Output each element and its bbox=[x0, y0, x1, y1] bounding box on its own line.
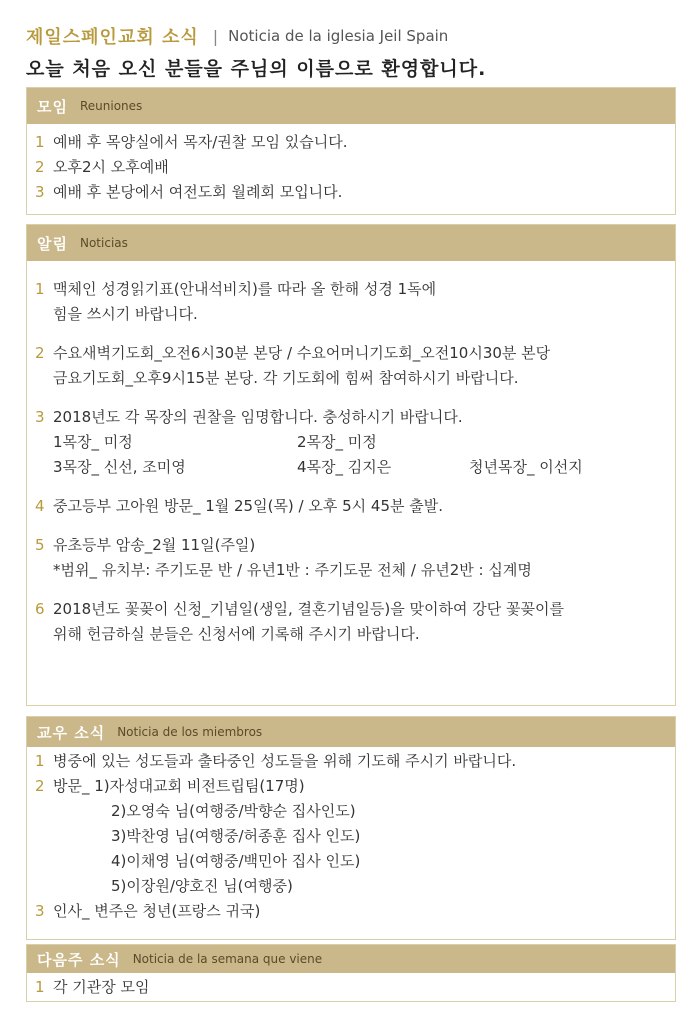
item-number: 3 bbox=[35, 183, 45, 201]
section-header bbox=[27, 945, 675, 973]
item-text: 병중에 있는 성도들과 출타중인 성도들을 위해 기도해 주시기 바랍니다. bbox=[53, 752, 517, 770]
group-entry: 청년목장_ 이선지 bbox=[469, 458, 583, 476]
item-text: 예배 후 목양실에서 목자/권찰 모임 있습니다. bbox=[53, 133, 348, 151]
section-title: 교우 소식 bbox=[37, 723, 106, 742]
church-title-spanish: Noticia de la iglesia Jeil Spain bbox=[228, 27, 449, 45]
item-number: 2 bbox=[35, 777, 45, 795]
section-reuniones bbox=[26, 87, 676, 215]
section-body bbox=[27, 973, 675, 1006]
item-text: 3)박찬영 님(여행중/허종훈 집사 인도) bbox=[111, 827, 361, 845]
section-semana bbox=[26, 944, 676, 1002]
item-text: 각 기관장 모임 bbox=[53, 978, 150, 996]
item-text: 힘을 쓰시기 바랍니다. bbox=[53, 305, 198, 323]
section-subtitle: Noticias bbox=[79, 236, 128, 250]
notice-item bbox=[35, 597, 665, 647]
list-item bbox=[35, 155, 665, 180]
section-title: 알림 bbox=[37, 234, 68, 253]
group-row bbox=[35, 430, 665, 455]
item-text: 수요새벽기도회_오전6시30분 본당 / 수요어머니기도회_오전10시30분 본당 bbox=[53, 344, 551, 362]
section-body bbox=[27, 261, 675, 653]
item-number: 3 bbox=[35, 408, 45, 426]
notice-item bbox=[35, 277, 665, 327]
item-text: 중고등부 고아원 방문_ 1월 25일(목) / 오후 5시 45분 출발. bbox=[53, 497, 444, 515]
item-text: 2018년도 꽃꽂이 신청_기념일(생일, 결혼기념일등)을 맞이하여 강단 꽃꽂이를 bbox=[53, 600, 564, 618]
page-header bbox=[26, 22, 676, 81]
welcome-message: 오늘 처음 오신 분들을 주님의 이름으로 환영합니다. bbox=[26, 58, 487, 80]
section-body bbox=[27, 747, 675, 930]
section-header bbox=[27, 88, 675, 124]
group-entry: 4목장_ 김지은 bbox=[297, 458, 392, 476]
church-title: 제일스페인교회 소식 bbox=[26, 27, 199, 48]
item-number: 1 bbox=[35, 752, 45, 770]
item-text: *범위_ 유치부: 주기도문 반 / 유년1반 : 주기도문 전체 / 유년2반 : 십계명 bbox=[53, 561, 532, 579]
notice-item bbox=[35, 405, 665, 480]
item-number: 1 bbox=[35, 978, 45, 996]
item-text: 예배 후 본당에서 여전도회 월례회 모입니다. bbox=[53, 183, 343, 201]
item-text: 금요기도회_오후9시15분 본당. 각 기도회에 힘써 참여하시기 바랍니다. bbox=[53, 369, 519, 387]
item-number: 4 bbox=[35, 497, 45, 515]
section-header bbox=[27, 225, 675, 261]
section-noticias bbox=[26, 224, 676, 706]
member-item bbox=[35, 899, 665, 924]
item-number: 1 bbox=[35, 280, 45, 298]
section-title: 다음주 소식 bbox=[37, 950, 121, 969]
section-title: 모임 bbox=[37, 97, 68, 116]
section-miembros bbox=[26, 716, 676, 940]
item-text: 5)이장원/양호진 님(여행중) bbox=[111, 877, 293, 895]
item-number: 1 bbox=[35, 133, 45, 151]
item-number: 2 bbox=[35, 344, 45, 362]
group-entry: 3목장_ 신선, 조미영 bbox=[53, 458, 186, 476]
item-text: 인사_ 변주은 청년(프랑스 귀국) bbox=[53, 902, 261, 920]
item-text: 유초등부 암송_2월 11일(주일) bbox=[53, 536, 256, 554]
title-separator: | bbox=[212, 26, 219, 46]
group-row bbox=[35, 455, 665, 480]
item-number: 3 bbox=[35, 902, 45, 920]
section-header bbox=[27, 717, 675, 747]
member-item bbox=[35, 749, 665, 774]
item-text: 4)이채영 님(여행중/백민아 집사 인도) bbox=[111, 852, 361, 870]
title-row bbox=[26, 22, 676, 50]
notice-item bbox=[35, 533, 665, 583]
section-subtitle: Noticia de los miembros bbox=[117, 725, 263, 739]
list-item bbox=[35, 180, 665, 205]
section-subtitle: Reuniones bbox=[79, 99, 143, 113]
notice-item bbox=[35, 494, 665, 519]
list-item bbox=[35, 130, 665, 155]
item-text: 위해 헌금하실 분들은 신청서에 기록해 주시기 바랍니다. bbox=[53, 625, 420, 643]
member-item bbox=[35, 774, 665, 899]
item-number: 2 bbox=[35, 158, 45, 176]
group-entry: 2목장_ 미정 bbox=[297, 433, 377, 451]
item-number: 5 bbox=[35, 536, 45, 554]
item-text: 맥체인 성경읽기표(안내석비치)를 따라 올 한해 성경 1독에 bbox=[53, 280, 437, 298]
item-text: 방문_ 1)자성대교회 비전트립팀(17명) bbox=[53, 777, 305, 795]
section-body bbox=[27, 124, 675, 211]
item-text: 2018년도 각 목장의 권찰을 임명합니다. 충성하시기 바랍니다. bbox=[53, 408, 463, 426]
item-text: 오후2시 오후예배 bbox=[53, 158, 169, 176]
next-week-item bbox=[35, 975, 665, 1000]
section-subtitle: Noticia de la semana que viene bbox=[132, 952, 323, 966]
group-entry: 1목장_ 미정 bbox=[53, 433, 133, 451]
item-number: 6 bbox=[35, 600, 45, 618]
notice-item bbox=[35, 341, 665, 391]
item-text: 2)오영숙 님(여행중/박향순 집사인도) bbox=[111, 802, 356, 820]
